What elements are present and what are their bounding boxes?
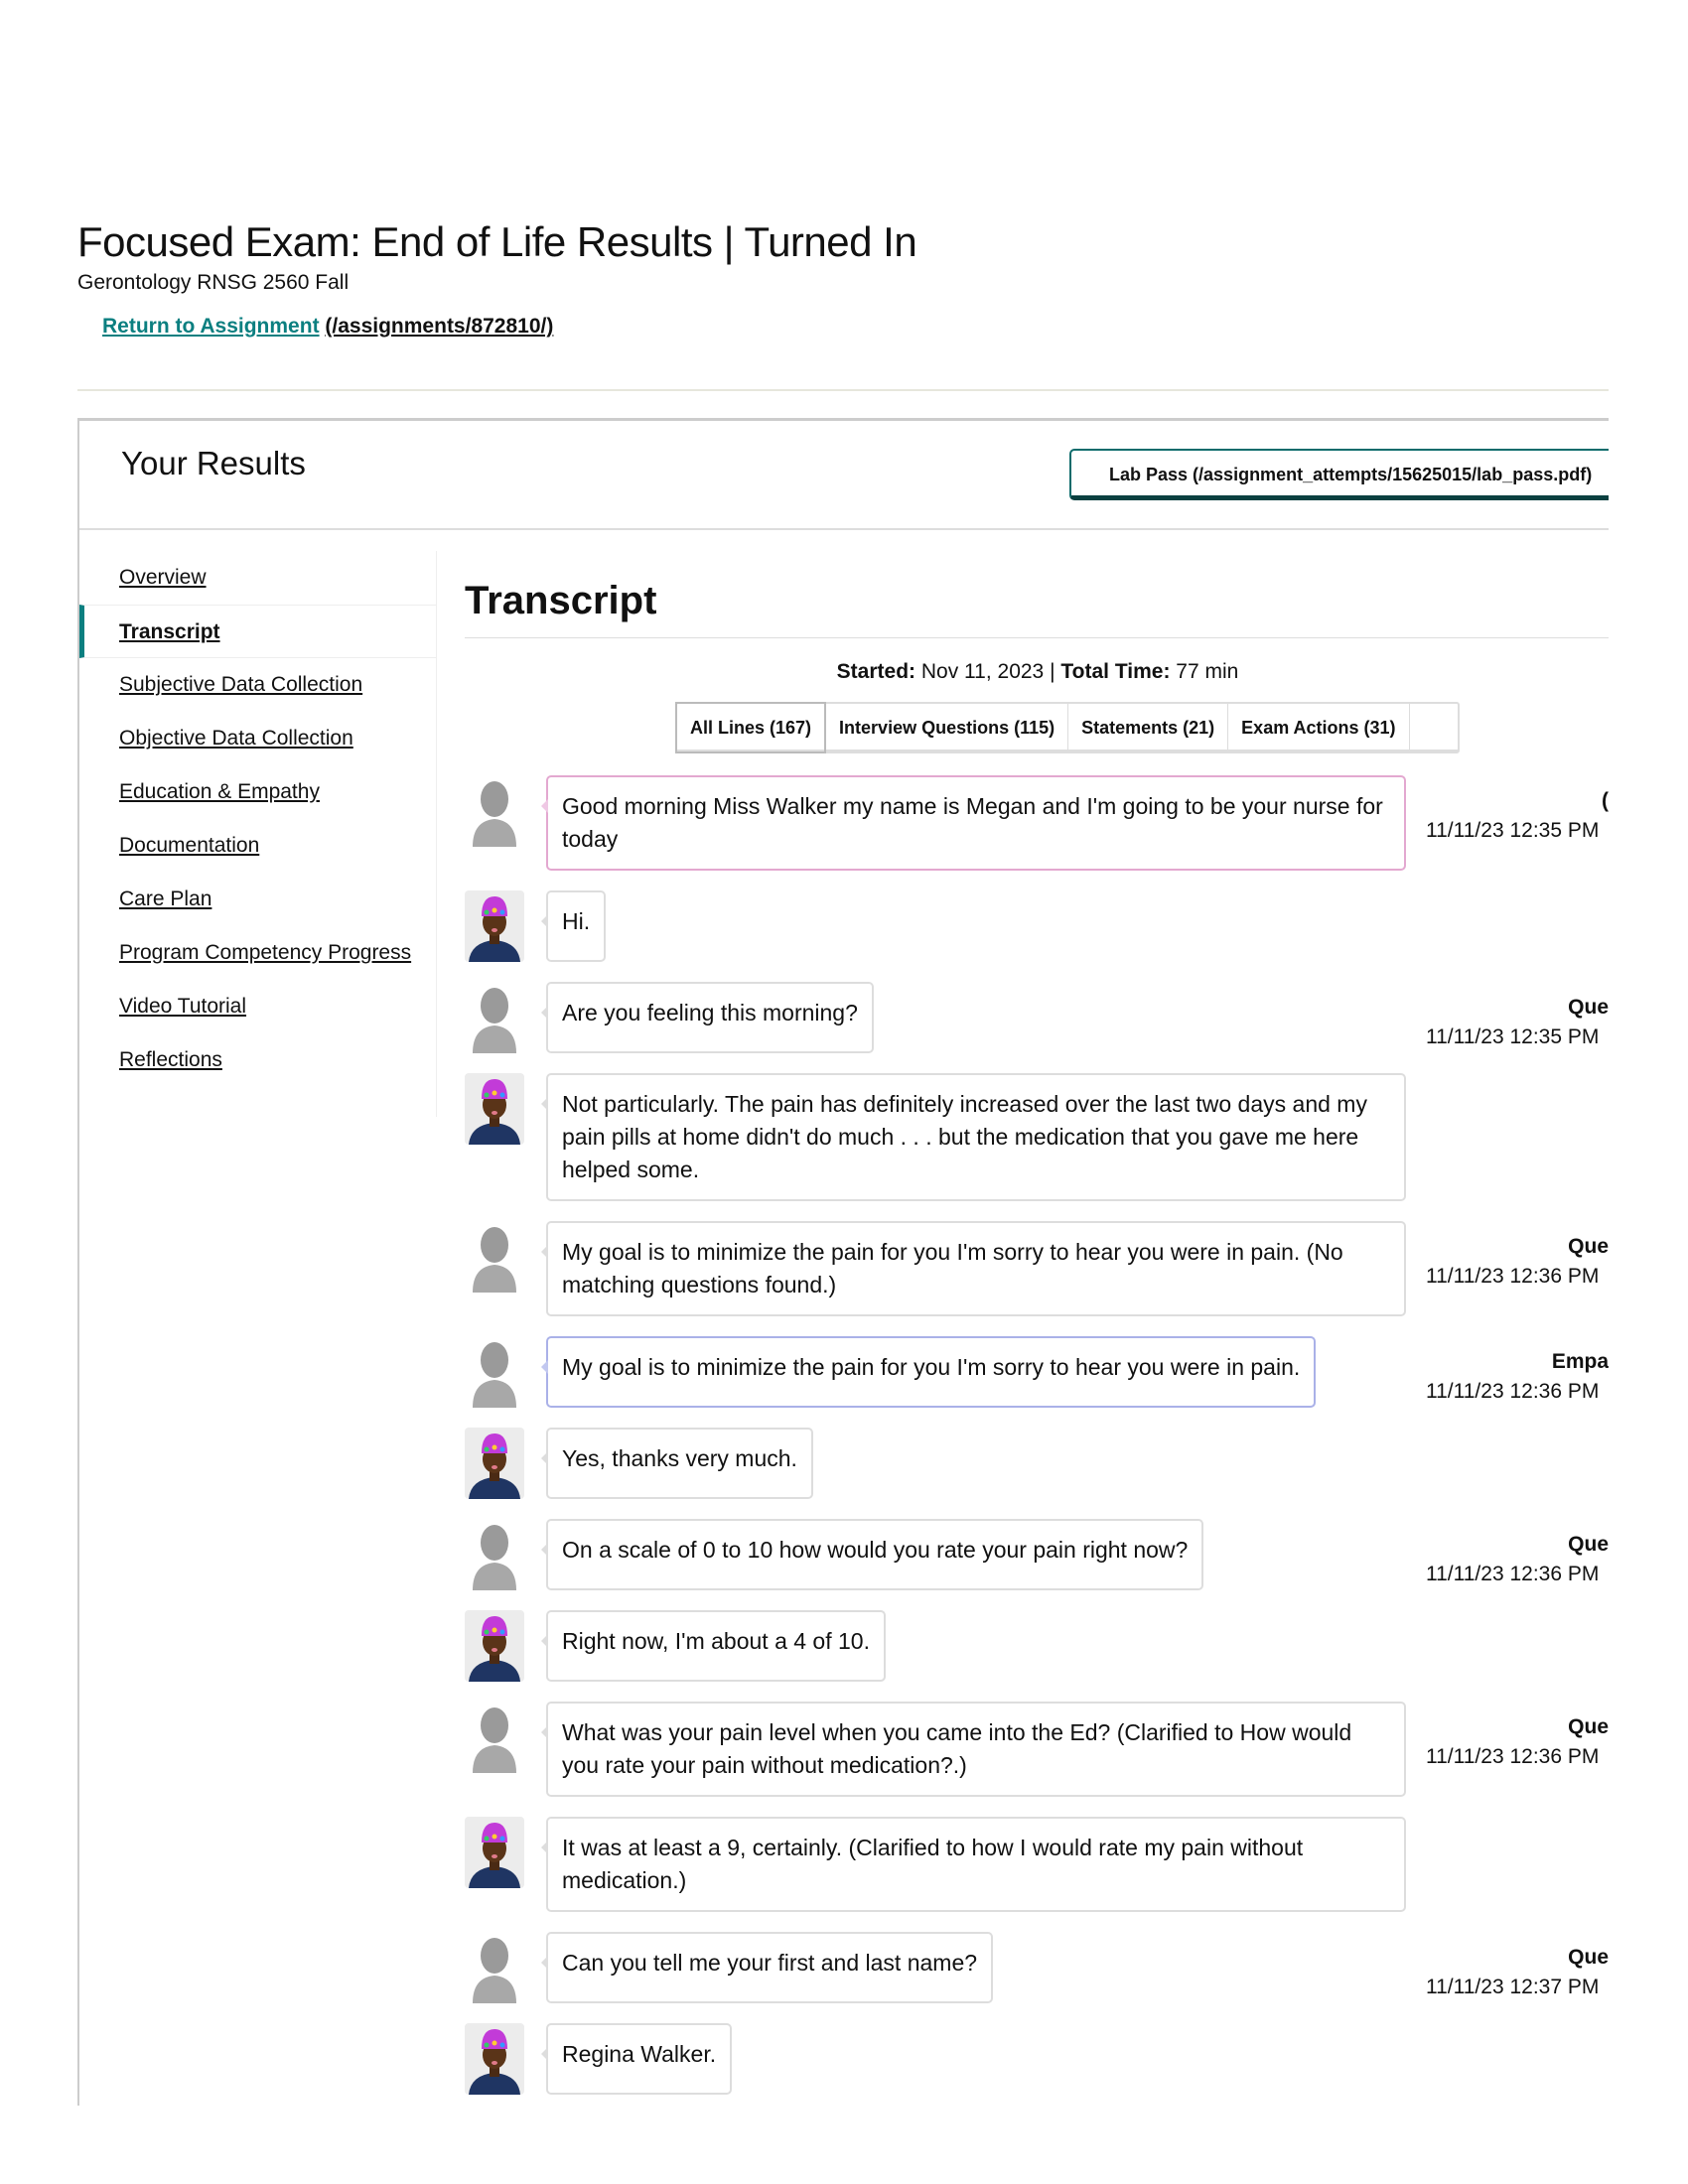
timestamp: 11/11/23 12:36 PM — [1426, 1745, 1600, 1768]
started-value: Nov 11, 2023 — [915, 660, 1051, 683]
transcript-line — [465, 1932, 1609, 2003]
timestamp: 11/11/23 12:36 PM — [1426, 1380, 1600, 1403]
nurse-avatar — [465, 1702, 524, 1773]
transcript-line — [465, 1610, 1609, 1682]
category-label: Empa — [1551, 1350, 1609, 1373]
tab-statements[interactable]: Statements (21) — [1068, 704, 1228, 750]
patient-avatar — [465, 890, 524, 962]
transcript-line — [465, 775, 1609, 871]
transcript-line — [465, 2023, 1609, 2095]
sidebar-nav — [79, 551, 437, 1117]
message-bubble: Hi. — [546, 890, 606, 962]
message-bubble: It was at least a 9, certainly. (Clarified to how I would rate my pain without medication.) — [546, 1817, 1406, 1912]
transcript-line — [465, 1336, 1609, 1408]
total-time-value: 77 min — [1170, 660, 1239, 683]
timestamp: 11/11/23 12:36 PM — [1426, 1265, 1600, 1288]
message-meta — [1426, 1946, 1609, 1999]
separator: | — [1050, 660, 1055, 683]
sidebar-item-transcript[interactable]: Transcript — [79, 605, 436, 658]
lab-pass-button[interactable]: Lab Pass (/assignment_attempts/15625015/lab_pass.pdf) — [1069, 449, 1609, 500]
sidebar-item-education-empathy[interactable]: Education & Empathy — [119, 780, 320, 803]
nurse-avatar — [465, 1221, 524, 1293]
message-meta — [1426, 1350, 1609, 1404]
sidebar-item-overview[interactable]: Overview — [119, 566, 207, 589]
message-meta — [1426, 1235, 1609, 1289]
sidebar-item-reflections[interactable]: Reflections — [119, 1048, 222, 1071]
nurse-avatar — [465, 775, 524, 847]
timestamp: 11/11/23 12:35 PM — [1426, 1025, 1600, 1048]
return-to-assignment-link[interactable] — [102, 315, 553, 339]
return-link-label[interactable]: Return to Assignment — [102, 315, 320, 338]
transcript-line — [465, 1519, 1609, 1590]
timestamp: 11/11/23 12:36 PM — [1426, 1563, 1600, 1585]
message-bubble: Right now, I'm about a 4 of 10. — [546, 1610, 886, 1682]
message-bubble: Good morning Miss Walker my name is Megan and I'm going to be your nurse for today — [546, 775, 1406, 871]
message-bubble: Can you tell me your first and last name? — [546, 1932, 993, 2003]
category-label: Que — [1568, 1946, 1609, 1969]
sidebar-item-program-competency-progress[interactable]: Program Competency Progress — [119, 941, 412, 964]
patient-avatar — [465, 1073, 524, 1145]
message-bubble: My goal is to minimize the pain for you I'm sorry to hear you were in pain. — [546, 1336, 1316, 1408]
page-title: Focused Exam: End of Life Results | Turned In — [77, 218, 917, 265]
transcript-title: Transcript — [465, 579, 657, 622]
nurse-avatar — [465, 1336, 524, 1408]
category-label: ( — [1602, 789, 1609, 812]
transcript-line — [465, 1817, 1609, 1912]
tab-exam-actions[interactable]: Exam Actions (31) — [1228, 704, 1409, 750]
course-name: Gerontology RNSG 2560 Fall — [77, 271, 350, 294]
results-title: Your Results — [121, 445, 306, 481]
tab-interview-questions[interactable]: Interview Questions (115) — [826, 704, 1068, 750]
message-bubble: Are you feeling this morning? — [546, 982, 874, 1053]
nurse-avatar — [465, 1932, 524, 2003]
message-meta — [1426, 1715, 1609, 1769]
patient-avatar — [465, 1817, 524, 1888]
message-meta — [1426, 789, 1609, 843]
sidebar-item-objective-data-collection[interactable]: Objective Data Collection — [119, 727, 353, 750]
sidebar-item-subjective-data-collection[interactable]: Subjective Data Collection — [119, 673, 363, 696]
message-bubble: On a scale of 0 to 10 how would you rate your pain right now? — [546, 1519, 1203, 1590]
message-list — [465, 775, 1609, 2095]
transcript-line — [465, 890, 1609, 962]
sidebar-item-video-tutorial[interactable]: Video Tutorial — [119, 995, 247, 1018]
nurse-avatar — [465, 1519, 524, 1590]
filter-tabs — [675, 702, 1460, 753]
message-meta — [1426, 1533, 1609, 1586]
total-time-label: Total Time: — [1055, 660, 1171, 683]
message-bubble: What was your pain level when you came into the Ed? (Clarified to How would you rate your pain without medication?.) — [546, 1702, 1406, 1797]
transcript-line — [465, 1702, 1609, 1797]
category-label: Que — [1568, 1715, 1609, 1738]
category-label: Que — [1568, 1533, 1609, 1556]
transcript-line — [465, 1221, 1609, 1316]
transcript-panel — [465, 551, 1609, 2115]
nurse-avatar — [465, 982, 524, 1053]
message-bubble: Regina Walker. — [546, 2023, 732, 2095]
message-bubble: My goal is to minimize the pain for you I'm sorry to hear you were in pain. (No matching questions found.) — [546, 1221, 1406, 1316]
sidebar-item-care-plan[interactable]: Care Plan — [119, 887, 212, 910]
transcript-line — [465, 1073, 1609, 1201]
patient-avatar — [465, 2023, 524, 2095]
transcript-line — [465, 1428, 1609, 1499]
message-bubble: Yes, thanks very much. — [546, 1428, 813, 1499]
category-label: Que — [1568, 1235, 1609, 1258]
timestamp: 11/11/23 12:37 PM — [1426, 1976, 1600, 1998]
sidebar-item-documentation[interactable]: Documentation — [119, 834, 260, 857]
category-label: Que — [1568, 996, 1609, 1019]
results-card — [77, 418, 1609, 2106]
started-label: Started: — [836, 660, 916, 683]
timestamp: 11/11/23 12:35 PM — [1426, 819, 1600, 842]
message-meta — [1426, 996, 1609, 1049]
message-bubble: Not particularly. The pain has definitely increased over the last two days and my pain pills at home didn't do much . . . but the medication that you gave me here helped some. — [546, 1073, 1406, 1201]
transcript-meta — [465, 660, 1609, 684]
patient-avatar — [465, 1428, 524, 1499]
patient-avatar — [465, 1610, 524, 1682]
divider — [77, 389, 1609, 391]
tab-all-lines[interactable]: All Lines (167) — [675, 702, 826, 753]
transcript-line — [465, 982, 1609, 1053]
return-link-path[interactable]: (/assignments/872810/) — [325, 315, 554, 338]
